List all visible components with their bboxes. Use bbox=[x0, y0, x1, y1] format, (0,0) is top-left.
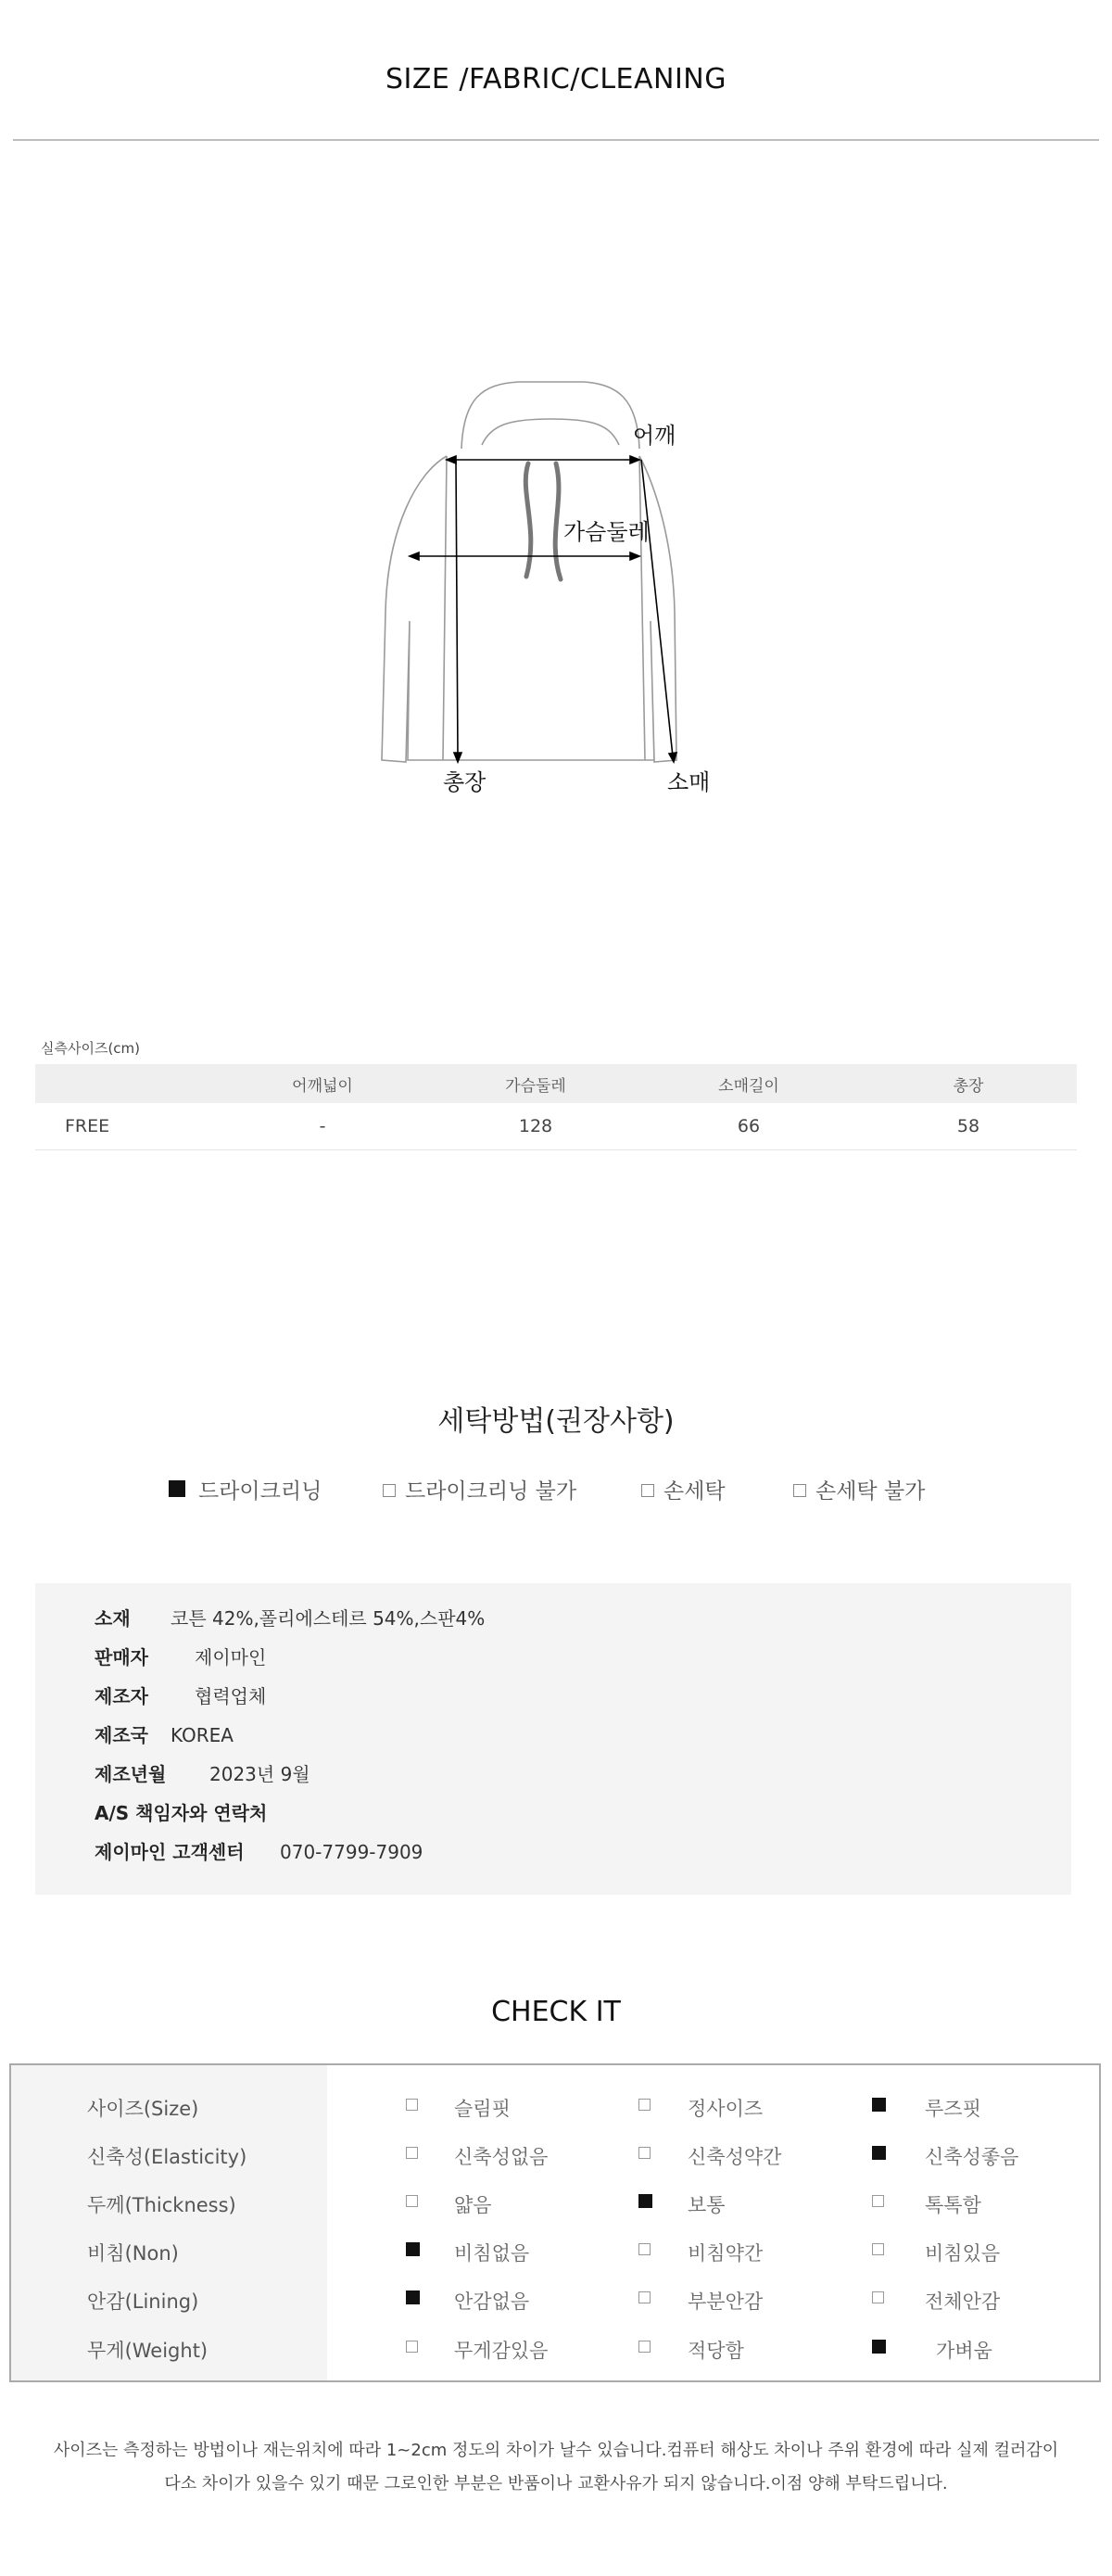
washing-option-no-dry-clean bbox=[383, 1474, 576, 1504]
info-row-country bbox=[95, 1720, 234, 1747]
check-row-size bbox=[11, 2083, 1099, 2131]
check-row-label: 비침(Non) bbox=[87, 2242, 179, 2265]
check-option: 루즈핏 bbox=[925, 2098, 981, 2120]
check-box bbox=[872, 2291, 884, 2303]
info-row-manufacturer bbox=[95, 1681, 266, 1708]
size-table-header bbox=[35, 1064, 1077, 1103]
check-row-weight bbox=[11, 2325, 1099, 2373]
size-table bbox=[35, 1064, 1077, 1150]
body-right-side bbox=[639, 456, 645, 760]
page-title: SIZE /FABRIC/CLEANING bbox=[385, 63, 727, 95]
check-option: 신축성없음 bbox=[454, 2146, 549, 2168]
washing-title: 세탁방법(권장사항) bbox=[437, 1405, 675, 1438]
drawstrings bbox=[525, 463, 561, 579]
check-box bbox=[406, 2147, 418, 2159]
check-it-table bbox=[9, 2063, 1101, 2382]
info-key: 제이마인 고객센터 bbox=[95, 1841, 245, 1863]
info-row-seller bbox=[95, 1643, 266, 1669]
size-table-row bbox=[35, 1103, 1077, 1150]
info-key: A/S 책임자와 연락처 bbox=[95, 1802, 268, 1824]
check-row-label: 두께(Thickness) bbox=[87, 2194, 236, 2216]
chest-label: 가슴둘레 bbox=[563, 519, 650, 545]
size-table-cell: 128 bbox=[518, 1116, 553, 1136]
shoulder-label: 어깨 bbox=[633, 423, 676, 449]
check-option: 비침없음 bbox=[454, 2242, 530, 2265]
check-option: 전체안감 bbox=[925, 2290, 1001, 2313]
check-box bbox=[638, 2243, 651, 2255]
check-row-thickness bbox=[11, 2179, 1099, 2227]
washing-checkbox bbox=[169, 1480, 185, 1497]
info-key: 판매자 bbox=[95, 1646, 148, 1669]
hood-outline bbox=[461, 382, 639, 449]
info-key: 제조년월 bbox=[95, 1763, 167, 1785]
check-option: 안감없음 bbox=[454, 2290, 530, 2313]
info-value: 협력업체 bbox=[195, 1685, 267, 1707]
size-table-header-cell: 소매길이 bbox=[718, 1076, 779, 1096]
hood-inner bbox=[482, 419, 619, 445]
size-table-header-cell: 어깨넓이 bbox=[292, 1076, 353, 1096]
info-value: 2023년 9월 bbox=[209, 1763, 310, 1785]
info-key: 소재 bbox=[95, 1607, 131, 1630]
check-row-see-through bbox=[11, 2227, 1099, 2276]
check-option: 비침약간 bbox=[688, 2242, 764, 2265]
info-key: 제조자 bbox=[95, 1685, 148, 1707]
body-left-side bbox=[443, 456, 447, 760]
washing-option-dry-clean bbox=[169, 1474, 322, 1504]
check-box bbox=[872, 2243, 884, 2255]
check-it-title: CHECK IT bbox=[491, 1996, 621, 2028]
check-row-label: 안감(Lining) bbox=[87, 2290, 199, 2313]
check-box bbox=[406, 2242, 420, 2256]
washing-checkbox bbox=[641, 1484, 654, 1497]
info-value: KOREA bbox=[171, 1724, 234, 1746]
washing-option-label: 드라이크리닝 불가 bbox=[405, 1479, 577, 1504]
check-option: 정사이즈 bbox=[688, 2098, 764, 2120]
size-table-cell: 58 bbox=[956, 1116, 980, 1136]
title-divider bbox=[13, 139, 1099, 141]
washing-option-no-hand-wash bbox=[793, 1474, 925, 1504]
check-box bbox=[406, 2099, 418, 2111]
check-box bbox=[872, 2340, 886, 2354]
check-option: 보통 bbox=[688, 2194, 726, 2216]
check-option: 비침있음 bbox=[925, 2242, 1001, 2265]
check-row-elasticity bbox=[11, 2131, 1099, 2179]
check-option: 부분안감 bbox=[688, 2290, 764, 2313]
size-table-cell: FREE bbox=[65, 1116, 110, 1136]
disclaimer-line: 다소 차이가 있을수 있기 때문 그로인한 부분은 반품이나 교환사유가 되지 않습니다.이점 양해 부탁드립니다. bbox=[164, 2474, 948, 2494]
washing-checkbox bbox=[383, 1484, 396, 1497]
info-row-customer-center bbox=[95, 1837, 423, 1864]
product-info-box bbox=[35, 1583, 1071, 1895]
disclaimer-note bbox=[0, 2434, 1112, 2501]
info-row-as-contact bbox=[95, 1798, 267, 1825]
washing-option-label: 손세탁 불가 bbox=[815, 1479, 926, 1504]
size-table-header-cell: 총장 bbox=[953, 1076, 984, 1096]
check-box bbox=[406, 2290, 420, 2304]
check-box bbox=[406, 2341, 418, 2353]
length-label: 총장 bbox=[443, 769, 486, 795]
check-box bbox=[872, 2098, 886, 2112]
info-row-material bbox=[95, 1604, 485, 1631]
check-row-label: 무게(Weight) bbox=[87, 2340, 208, 2362]
check-option: 가벼움 bbox=[936, 2340, 992, 2362]
check-option: 무게감있음 bbox=[454, 2340, 549, 2362]
check-option: 톡톡함 bbox=[925, 2194, 981, 2216]
check-option: 신축성좋음 bbox=[925, 2146, 1019, 2168]
size-table-header-cell: 가슴둘레 bbox=[505, 1076, 566, 1096]
check-option: 슬림핏 bbox=[454, 2098, 511, 2120]
washing-checkbox bbox=[793, 1484, 806, 1497]
disclaimer-line: 사이즈는 측정하는 방법이나 재는위치에 따라 1~2cm 정도의 차이가 날수 있습니다.컴퓨터 해상도 차이나 주위 환경에 따라 실제 컬러감이 bbox=[53, 2441, 1059, 2460]
info-value: 제이마인 bbox=[195, 1646, 267, 1669]
check-row-label: 신축성(Elasticity) bbox=[87, 2146, 247, 2168]
info-value: 070-7799-7909 bbox=[280, 1841, 423, 1863]
check-box bbox=[872, 2146, 886, 2160]
check-box bbox=[638, 2194, 652, 2208]
hoodie-size-diagram bbox=[371, 371, 741, 806]
check-box bbox=[638, 2099, 651, 2111]
info-row-date bbox=[95, 1759, 310, 1786]
check-box bbox=[638, 2147, 651, 2159]
check-box bbox=[872, 2195, 884, 2207]
washing-option-label: 손세탁 bbox=[663, 1479, 726, 1504]
washing-option-label: 드라이크리닝 bbox=[198, 1479, 322, 1504]
size-table-caption: 실측사이즈(cm) bbox=[41, 1040, 141, 1057]
size-table-cell: 66 bbox=[737, 1116, 761, 1136]
washing-option-hand-wash bbox=[641, 1474, 726, 1504]
check-box bbox=[638, 2291, 651, 2303]
check-box bbox=[406, 2195, 418, 2207]
sleeve-label: 소매 bbox=[667, 769, 711, 795]
size-table-cell: - bbox=[319, 1116, 326, 1136]
check-box bbox=[638, 2341, 651, 2353]
check-option: 적당함 bbox=[688, 2340, 744, 2362]
info-value: 코튼 42%,폴리에스테르 54%,스판4% bbox=[171, 1607, 486, 1630]
check-row-lining bbox=[11, 2276, 1099, 2324]
info-key: 제조국 bbox=[95, 1724, 148, 1746]
check-row-label: 사이즈(Size) bbox=[87, 2098, 199, 2120]
check-option: 얇음 bbox=[454, 2194, 492, 2216]
check-option: 신축성약간 bbox=[688, 2146, 782, 2168]
